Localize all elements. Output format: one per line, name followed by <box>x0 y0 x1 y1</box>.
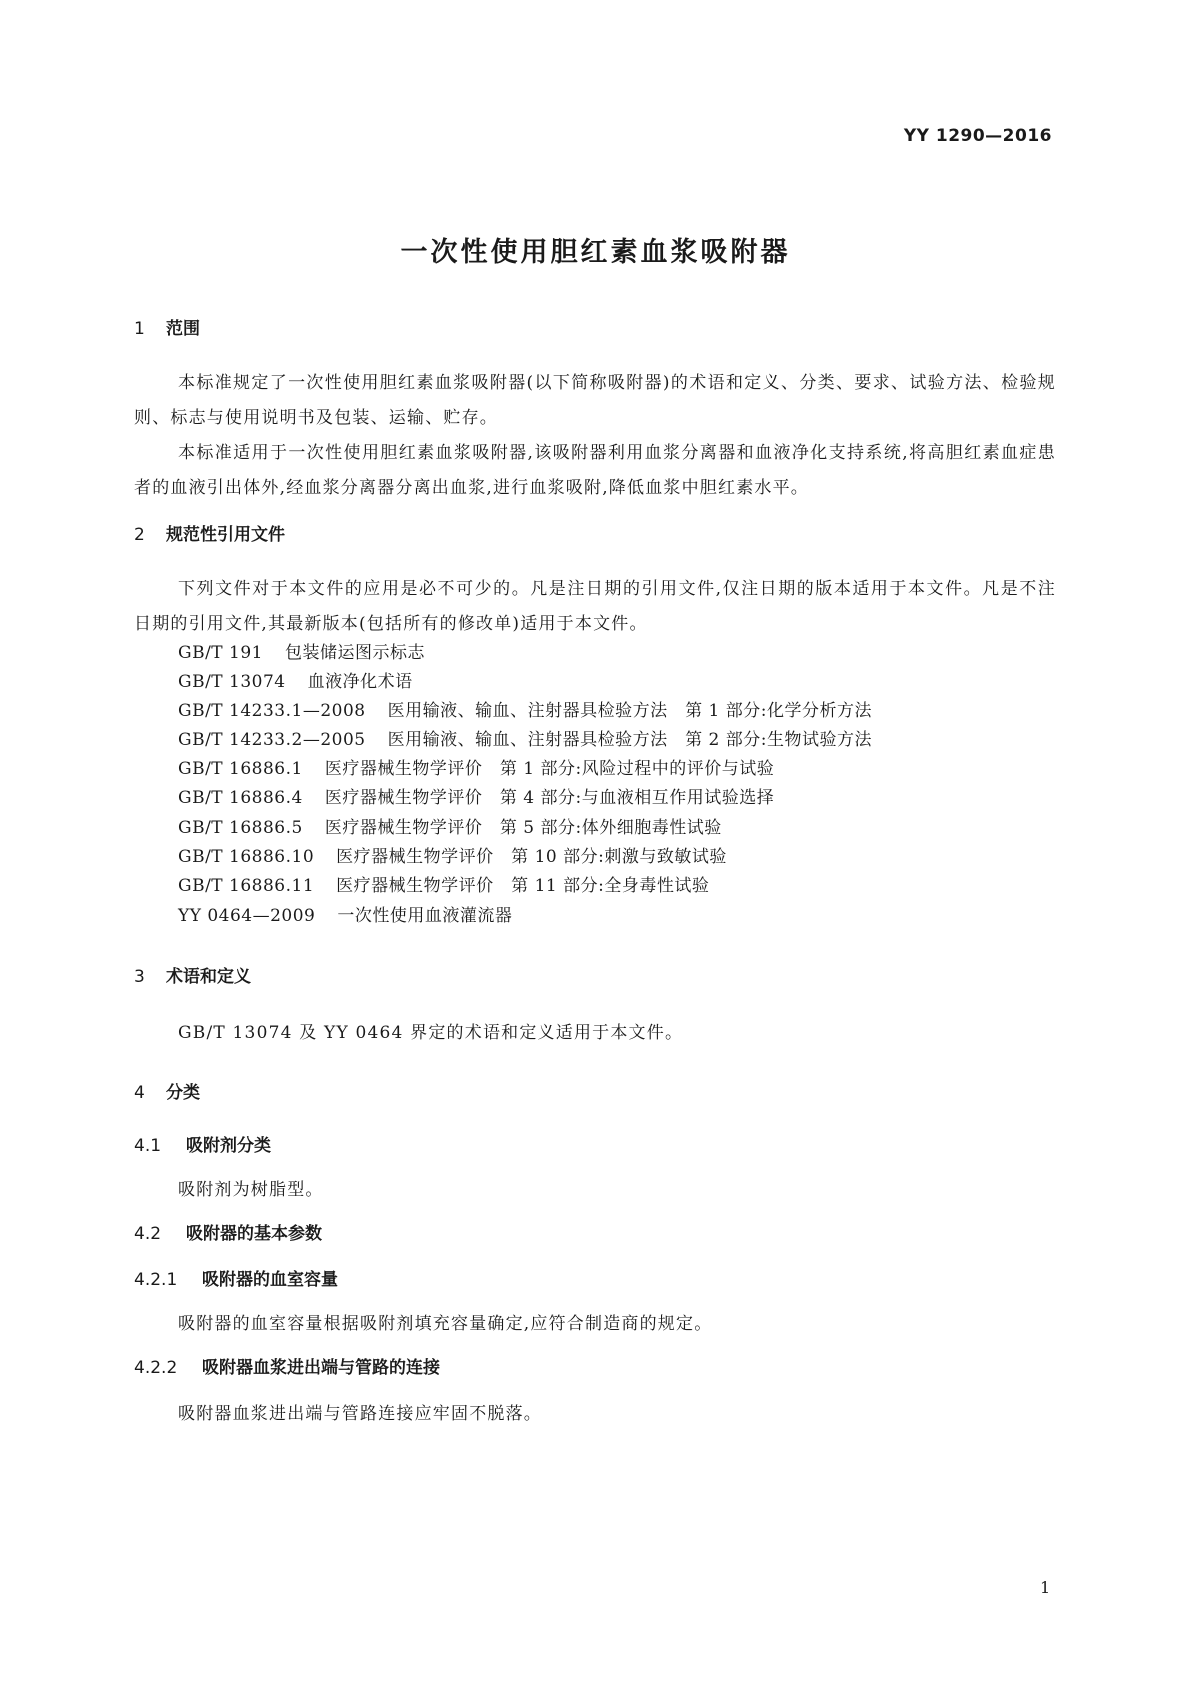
section-number: 2 <box>134 525 145 545</box>
section-number: 4.2.2 <box>134 1358 178 1378</box>
section-4-1-heading <box>134 1131 271 1156</box>
paragraph: 本标准适用于一次性使用胆红素血浆吸附器,该吸附器利用血浆分离器和血液净化支持系统,将高胆红素血症患者的血液引出体外,经血浆分离器分离出血浆,进行血浆吸附,降低血浆中胆红素水平。 <box>134 443 1056 498</box>
section-number: 4.2 <box>134 1224 162 1244</box>
section-title: 吸附器血浆进出端与管路的连接 <box>202 1358 440 1378</box>
section-title: 分类 <box>166 1083 200 1103</box>
reference-item: GB/T 16886.11 医疗器械生物学评价 第 11 部分:全身毒性试验 <box>178 876 710 896</box>
section-1-heading <box>134 314 200 339</box>
section-4-2-1-heading <box>134 1265 338 1290</box>
section-2-intro <box>134 572 1056 642</box>
section-3-text: GB/T 13074 及 YY 0464 界定的术语和定义适用于本文件。 <box>178 1023 684 1043</box>
section-3-heading <box>134 962 251 987</box>
standard-code: YY 1290—2016 <box>903 126 1052 146</box>
section-number: 4 <box>134 1083 145 1103</box>
section-title: 吸附剂分类 <box>186 1136 271 1156</box>
section-title: 吸附器的基本参数 <box>186 1224 322 1244</box>
reference-item: GB/T 14233.2—2005 医用输液、输血、注射器具检验方法 第 2 部分:生物试验方法 <box>178 730 872 750</box>
section-number: 4.2.1 <box>134 1270 178 1290</box>
reference-item: GB/T 16886.4 医疗器械生物学评价 第 4 部分:与血液相互作用试验选择 <box>178 788 775 808</box>
section-title: 规范性引用文件 <box>166 525 285 545</box>
section-4-2-2-text: 吸附器血浆进出端与管路连接应牢固不脱落。 <box>178 1404 542 1424</box>
reference-item: GB/T 13074 血液净化术语 <box>178 672 413 692</box>
section-4-1-text: 吸附剂为树脂型。 <box>178 1180 324 1200</box>
reference-item: GB/T 16886.10 医疗器械生物学评价 第 10 部分:刺激与致敏试验 <box>178 847 727 867</box>
section-4-heading <box>134 1078 200 1103</box>
section-title: 吸附器的血室容量 <box>202 1270 338 1290</box>
reference-item: YY 0464—2009 一次性使用血液灌流器 <box>178 906 513 926</box>
paragraph: 本标准规定了一次性使用胆红素血浆吸附器(以下简称吸附器)的术语和定义、分类、要求、试验方法、检验规则、标志与使用说明书及包装、运输、贮存。 <box>134 373 1056 428</box>
paragraph: 下列文件对于本文件的应用是必不可少的。凡是注日期的引用文件,仅注日期的版本适用于本文件。凡是不注日期的引用文件,其最新版本(包括所有的修改单)适用于本文件。 <box>134 579 1056 634</box>
section-2-heading <box>134 520 285 545</box>
reference-item: GB/T 191 包装储运图示标志 <box>178 643 425 663</box>
section-title: 术语和定义 <box>166 967 251 987</box>
section-number: 4.1 <box>134 1136 162 1156</box>
section-number: 1 <box>134 319 145 339</box>
reference-item: GB/T 16886.1 医疗器械生物学评价 第 1 部分:风险过程中的评价与试验 <box>178 759 775 779</box>
section-1-body <box>134 366 1056 506</box>
reference-item: GB/T 16886.5 医疗器械生物学评价 第 5 部分:体外细胞毒性试验 <box>178 818 722 838</box>
section-4-2-heading <box>134 1219 322 1244</box>
document-title: 一次性使用胆红素血浆吸附器 <box>400 237 791 268</box>
page-number: 1 <box>1040 1578 1051 1597</box>
section-number: 3 <box>134 967 145 987</box>
section-4-2-1-text: 吸附器的血室容量根据吸附剂填充容量确定,应符合制造商的规定。 <box>178 1314 713 1334</box>
section-4-2-2-heading <box>134 1353 440 1378</box>
section-title: 范围 <box>166 319 200 339</box>
reference-item: GB/T 14233.1—2008 医用输液、输血、注射器具检验方法 第 1 部分:化学分析方法 <box>178 701 872 721</box>
